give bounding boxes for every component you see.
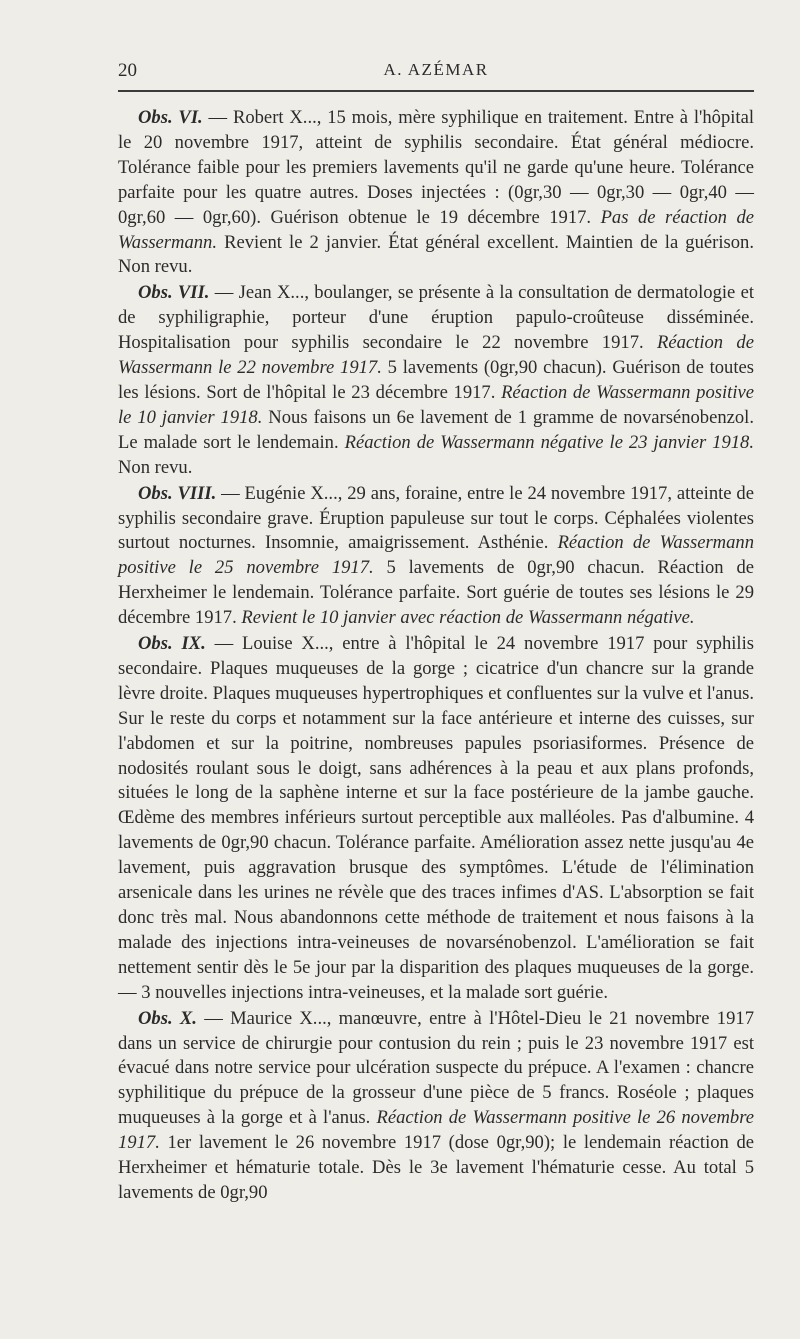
text-segment: Non revu.: [118, 456, 193, 478]
text-segment: 5 lavements (0gr,90 chacun). Guérison de toutes les lésions. Sort de l'hôpital le 23 décembre 1917.: [118, 357, 754, 403]
text-segment: — Louise X..., entre à l'hôpital le 24 novembre 1917 pour syphilis secondaire. Plaques muqueuses de la gorge ; cicatrice d'un chancre sur la grande lèvre droite. Plaques muqueuses hypertrophiques et confluentes sur la vulve et l'anus. Sur le reste du corps et notamment sur la face antérieure et interne des cuisses, sur l'abdomen et sur la poitrine, nombreuses papules psoriasiformes. Présence de nodosités roulant sous le doigt, sans adhérences à la peau et aux plans profonds, situées le long de la saphène interne et sur la face postérieure de la jambe gauche. Œdème des membres inférieurs surtout perceptible aux malléoles. Pas d'albumine. 4 lavements de 0gr,90 chacun. Tolérance parfaite. Amélioration assez nette jusqu'au 4e lavement, puis aggravation brusque des symptômes. L'étude de l'élimination arsenicale dans les urines ne révèle que des traces infimes d'AS. L'absorption se fait donc très mal. Nous abandonnons cette méthode de traitement et nous faisons à la malade des injections intra-veineuses de novarsénobenzol. L'amélioration se fait nettement sentir dès le 5e jour par la disparition des plaques muqueuses de la gorge. — 3 nouvelles injections intra-veineuses, et la malade sort guérie.: [118, 633, 754, 1003]
observation-paragraph: [118, 1007, 754, 1206]
text-segment: Revient le 2 janvier. État général excellent. Maintien de la guérison. Non revu.: [118, 231, 754, 278]
observations-text: [118, 106, 754, 1206]
text-segment: — Eugénie X..., 29 ans, foraine, entre le 24 novembre 1917, atteinte de syphilis secondaire grave. Éruption papuleuse sur tout le corps. Céphalées violentes surtout nocturnes. Insomnie, amaigrissement. Asthénie.: [118, 482, 754, 554]
observation-label: Obs. VII.: [138, 282, 210, 304]
page-number: 20: [118, 60, 137, 81]
page-header: [118, 58, 754, 92]
observation-paragraph: [118, 281, 754, 480]
text-segment: — Jean X..., boulanger, se présente à la consultation de dermatologie et de syphiligraphie, porteur d'une éruption papulo-croûteuse disséminée. Hospitalisation pour syphilis secondaire le 22 novembre 1917.: [118, 282, 755, 354]
italic-text-segment: Réaction de Wassermann négative le 23 janvier 1918.: [344, 431, 754, 453]
text-segment: 5 lavements de 0gr,90 chacun. Réaction de Herxheimer le lendemain. Tolérance parfaite. Sort guérie de toutes ses lésions le 29 décembre 1917.: [118, 557, 754, 629]
observation-paragraph: [118, 482, 754, 631]
italic-text-segment: Réaction de Wassermann positive le 26 novembre 1917.: [118, 1107, 754, 1154]
observation-label: Obs. IX.: [138, 633, 206, 655]
text-segment: — Robert X..., 15 mois, mère syphilique en traitement. Entre à l'hôpital le 20 novembre 1917, atteint de syphilis secondaire. État général médiocre. Tolérance faible pour les premiers lavements qu'il ne garde qu'une heure. Tolérance parfaite pour les quatre autres. Doses injectées : (0gr,30 — 0gr,30 — 0gr,40 — 0gr,60 — 0gr,60). Guérison obtenue le 19 décembre 1917.: [118, 107, 754, 228]
text-segment: — Maurice X..., manœuvre, entre à l'Hôtel-Dieu le 21 novembre 1917 dans un service de chirurgie pour contusion du rein ; puis le 23 novembre 1917 est évacué dans notre service pour ulcération suspecte du prépuce. A l'examen : chancre syphilitique du prépuce de la grosseur d'une pièce de 5 francs. Roséole ; plaques muqueuses à la gorge et à l'anus.: [118, 1007, 754, 1129]
italic-text-segment: Pas de réaction de Wassermann.: [118, 206, 754, 253]
italic-text-segment: Réaction de Wassermann positive le 25 novembre 1917.: [118, 532, 755, 579]
text-segment: 1er lavement le 26 novembre 1917 (dose 0gr,90); le lendemain réaction de Herxheimer et hématurie totale. Dès le 3e lavement l'hématurie cesse. Au total 5 lavements de 0gr,90: [118, 1132, 754, 1203]
observation-label: Obs. VI.: [138, 107, 203, 128]
running-title: A. AZÉMAR: [383, 60, 489, 79]
observation-label: Obs. VIII.: [138, 482, 217, 504]
italic-text-segment: Réaction de Wassermann le 22 novembre 1917.: [118, 332, 754, 379]
text-segment: Nous faisons un 6e lavement de 1 gramme de novarsénobenzol. Le malade sort le lendemain.: [118, 406, 754, 453]
italic-text-segment: Réaction de Wassermann positive le 10 janvier 1918.: [118, 381, 754, 428]
italic-text-segment: Revient le 10 janvier avec réaction de Wassermann négative.: [241, 607, 695, 629]
observation-label: Obs. X.: [138, 1007, 197, 1029]
observation-paragraph: [118, 632, 754, 1006]
observation-paragraph: [118, 106, 754, 280]
